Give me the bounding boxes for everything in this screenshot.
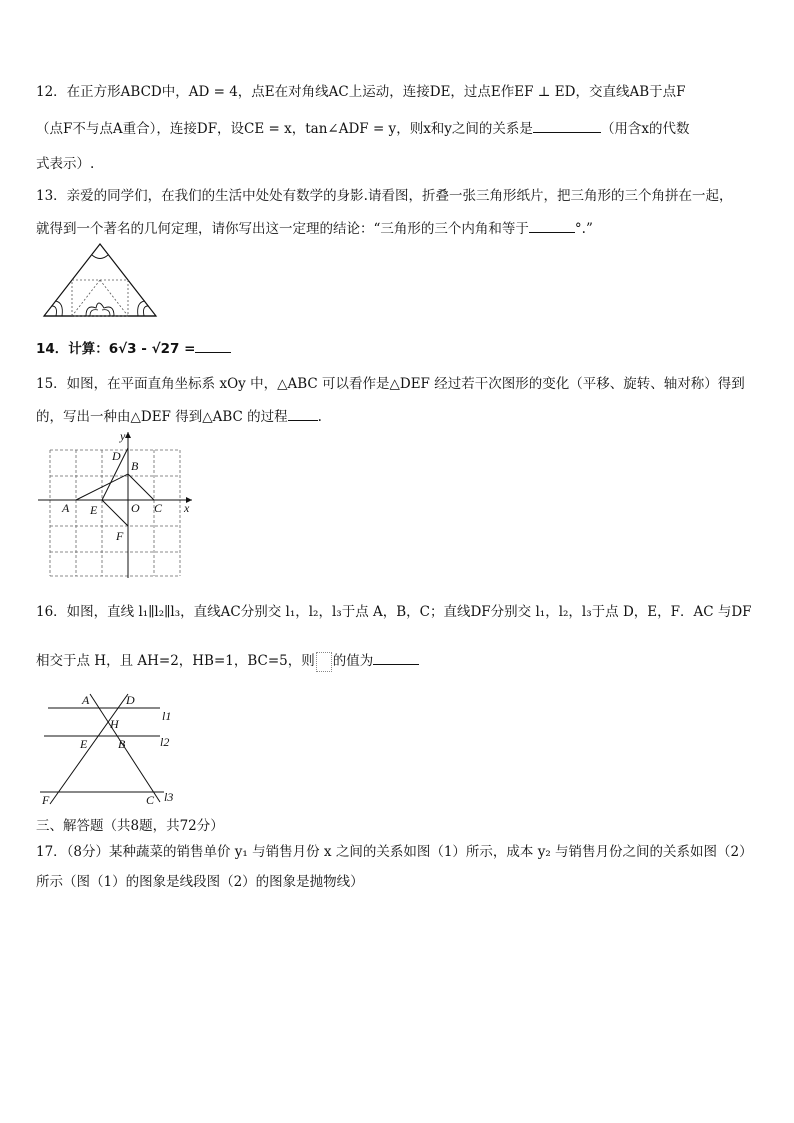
q16-label-c: C <box>146 793 155 807</box>
q16-label-f: F <box>42 793 50 807</box>
q15-label-f: F <box>116 529 124 543</box>
q16-label-a: A <box>82 693 90 707</box>
q15-label-e: E <box>90 503 98 517</box>
q16-line2 <box>36 650 419 672</box>
q13-line2-tail: °.” <box>574 221 593 237</box>
q12-line2 <box>36 118 690 139</box>
section3-title: 三、解答题（共8题，共72分） <box>36 818 224 834</box>
q15-line2-tail: . <box>317 409 322 425</box>
q16-label-h: H <box>110 717 119 731</box>
q15-label-a: A <box>62 501 70 515</box>
q16-answer-blank <box>373 650 419 665</box>
q15-answer-blank <box>288 406 318 421</box>
q12-line2-text: （点F不与点A重合），连接DF，设CE = x，tan∠ADF = y，则x和y之间的关系是 <box>36 121 533 137</box>
q17-line1: 17．（8分）某种蔬菜的销售单价 y₁ 与销售月份 x 之间的关系如图（1）所示，成本 y₂ 与销售月份之间的关系如图（2） <box>36 844 753 860</box>
q16-label-b: B <box>118 737 126 751</box>
q15-label-d: D <box>112 449 121 463</box>
q16-line2-tail: 的值为 <box>332 653 374 669</box>
q16-label-l3: l3 <box>164 790 174 804</box>
q14-answer-blank <box>195 338 231 353</box>
q15-label-o: O <box>131 501 140 515</box>
q15-triangle-abc <box>76 474 154 500</box>
q13-answer-blank <box>529 218 575 233</box>
q15-label-x: x <box>184 501 190 515</box>
q17-line2: 所示（图（1）的图象是线段图（2）的图象是抛物线） <box>36 874 364 890</box>
q16-fraction-placeholder <box>316 652 332 672</box>
q16-label-l2: l2 <box>160 735 170 749</box>
q13-line2 <box>36 218 593 239</box>
q16-label-e: E <box>80 737 88 751</box>
q16-label-d: D <box>126 693 135 707</box>
q15-line2 <box>36 406 322 427</box>
q12-line3: 式表示）. <box>36 156 95 172</box>
q14-line <box>36 338 231 359</box>
q13-line1: 13．亲爱的同学们，在我们的生活中处处有数学的身影.请看图，折叠一张三角形纸片，把三角形的三个角拼在一起， <box>36 188 733 204</box>
q15-line1: 15．如图，在平面直角坐标系 xOy 中，△ABC 可以看作是△DEF 经过若干次图形的变化（平移、旋转、轴对称）得到 <box>36 376 745 392</box>
q15-line2-text: 的，写出一种由△DEF 得到△ABC 的过程 <box>36 409 288 425</box>
q12-line1: 12．在正方形ABCD中，AD = 4，点E在对角线AC上运动，连接DE，过点E作EF ⊥ ED，交直线AB于点F <box>36 84 686 100</box>
q16-line-df <box>50 694 128 804</box>
q16-parallel-lines-figure <box>36 690 196 808</box>
q16-line1: 16．如图，直线 l₁∥l₂∥l₃，直线AC分别交 l₁，l₂，l₃于点 A，B，C；直线DF分别交 l₁，l₂，l₃于点 D，E，F．AC 与DF <box>36 604 752 620</box>
q15-label-c: C <box>154 501 163 515</box>
q15-label-y: y <box>120 429 126 443</box>
q13-triangle-figure <box>40 238 160 320</box>
q14-text: 14．计算：6√3 - √27 = <box>36 341 196 357</box>
q12-line2-tail: （用含x的代数 <box>600 121 690 137</box>
q16-label-l1: l1 <box>162 709 172 723</box>
q16-line2-text: 相交于点 H，且 AH=2，HB=1，BC=5，则 <box>36 653 315 669</box>
q15-label-b: B <box>131 459 139 473</box>
q15-coordinate-figure <box>36 428 196 580</box>
q12-answer-blank <box>533 118 601 133</box>
q13-line2-text: 就得到一个著名的几何定理，请你写出这一定理的结论：“三角形的三个内角和等于 <box>36 221 529 237</box>
